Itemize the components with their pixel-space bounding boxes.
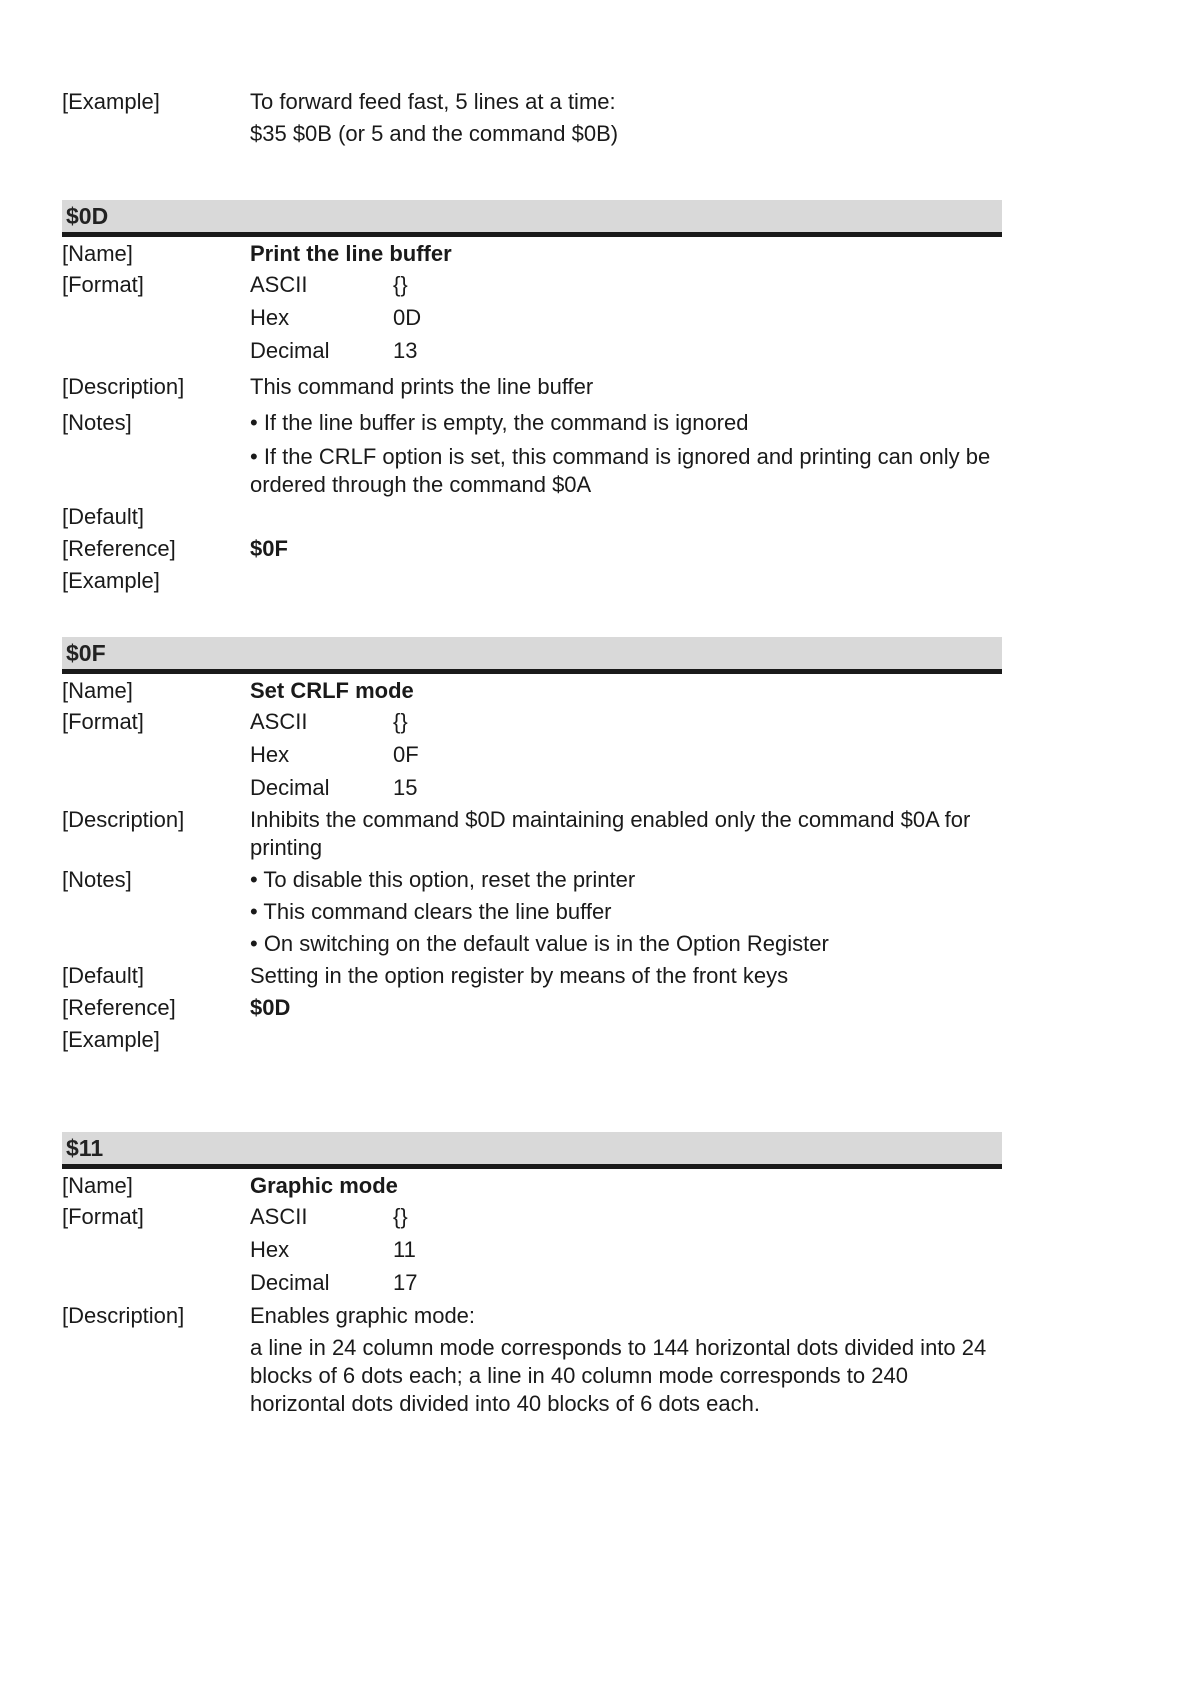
format-key: Decimal <box>250 775 330 800</box>
section-header-0d: $0D <box>62 200 1002 237</box>
format-value: 13 <box>393 338 418 363</box>
note-item: • On switching on the default value is in the Option Register <box>250 931 829 956</box>
default-value: Setting in the option register by means of the front keys <box>250 963 789 988</box>
description-label: [Description] <box>62 1303 185 1328</box>
format-row <box>62 708 1002 802</box>
format-key: Decimal <box>250 1270 330 1295</box>
notes-row <box>62 866 1002 958</box>
example-row <box>62 567 1002 595</box>
format-label: [Format] <box>62 709 144 734</box>
reference-label: [Reference] <box>62 995 176 1020</box>
note-item: • If the line buffer is empty, the command is ignored <box>250 410 749 435</box>
reference-label: [Reference] <box>62 536 176 561</box>
reference-row <box>62 535 1002 563</box>
format-label: [Format] <box>62 1204 144 1229</box>
intro-example-row <box>62 88 1002 148</box>
command-name: Set CRLF mode <box>250 678 414 703</box>
example-label: [Example] <box>62 568 160 593</box>
name-row <box>62 1172 1002 1200</box>
format-key: Hex <box>250 742 290 767</box>
command-name: Print the line buffer <box>250 241 452 266</box>
description-label: [Description] <box>62 807 185 832</box>
name-row <box>62 240 1002 268</box>
format-value: {} <box>393 1204 408 1229</box>
reference-value: $0F <box>250 536 288 561</box>
default-row <box>62 962 1002 990</box>
format-key: ASCII <box>250 709 308 734</box>
description-text: a line in 24 column mode corresponds to 144 horizontal dots divided into 24 blocks of 6 dots each; a line in 40 column mode corresponds to 240 horizontal dots divided into 40 blocks of 6 dots each. <box>250 1335 987 1416</box>
format-key: ASCII <box>250 272 308 297</box>
notes-label: [Notes] <box>62 410 132 435</box>
command-name: Graphic mode <box>250 1173 398 1198</box>
note-item: • If the CRLF option is set, this command is ignored and printing can only be ordered through the command $0A <box>250 444 991 497</box>
notes-label: [Notes] <box>62 867 132 892</box>
description-text: Inhibits the command $0D maintaining enabled only the command $0A for printing <box>250 807 971 860</box>
manual-page <box>62 88 1002 1418</box>
example-row <box>62 1026 1002 1054</box>
name-row <box>62 677 1002 705</box>
name-label: [Name] <box>62 241 133 266</box>
notes-row <box>62 409 1002 499</box>
intro-example-line: $35 $0B (or 5 and the command $0B) <box>250 121 619 146</box>
format-value: 15 <box>393 775 418 800</box>
section-header-11: $11 <box>62 1132 1002 1169</box>
reference-value: $0D <box>250 995 291 1020</box>
default-label: [Default] <box>62 504 144 529</box>
format-value: 17 <box>393 1270 418 1295</box>
format-value: 0D <box>393 305 422 330</box>
name-label: [Name] <box>62 678 133 703</box>
description-row <box>62 1302 1002 1418</box>
description-row <box>62 806 1002 862</box>
name-label: [Name] <box>62 1173 133 1198</box>
format-row <box>62 271 1002 365</box>
default-row <box>62 503 1002 531</box>
intro-example-label: [Example] <box>62 89 160 114</box>
description-text: Enables graphic mode: <box>250 1303 476 1328</box>
note-item: • This command clears the line buffer <box>250 899 612 924</box>
description-label: [Description] <box>62 374 185 399</box>
format-value: {} <box>393 272 408 297</box>
format-key: Decimal <box>250 338 330 363</box>
format-row <box>62 1203 1002 1297</box>
format-value: {} <box>393 709 408 734</box>
intro-example-line: To forward feed fast, 5 lines at a time: <box>250 89 616 114</box>
format-key: ASCII <box>250 1204 308 1229</box>
description-row <box>62 373 1002 401</box>
note-item: • To disable this option, reset the printer <box>250 867 636 892</box>
example-label: [Example] <box>62 1027 160 1052</box>
format-key: Hex <box>250 1237 290 1262</box>
format-label: [Format] <box>62 272 144 297</box>
format-value: 11 <box>393 1237 416 1262</box>
default-label: [Default] <box>62 963 144 988</box>
format-key: Hex <box>250 305 290 330</box>
section-header-0f: $0F <box>62 637 1002 674</box>
description-text: This command prints the line buffer <box>250 374 594 399</box>
format-value: 0F <box>393 742 419 767</box>
reference-row <box>62 994 1002 1022</box>
